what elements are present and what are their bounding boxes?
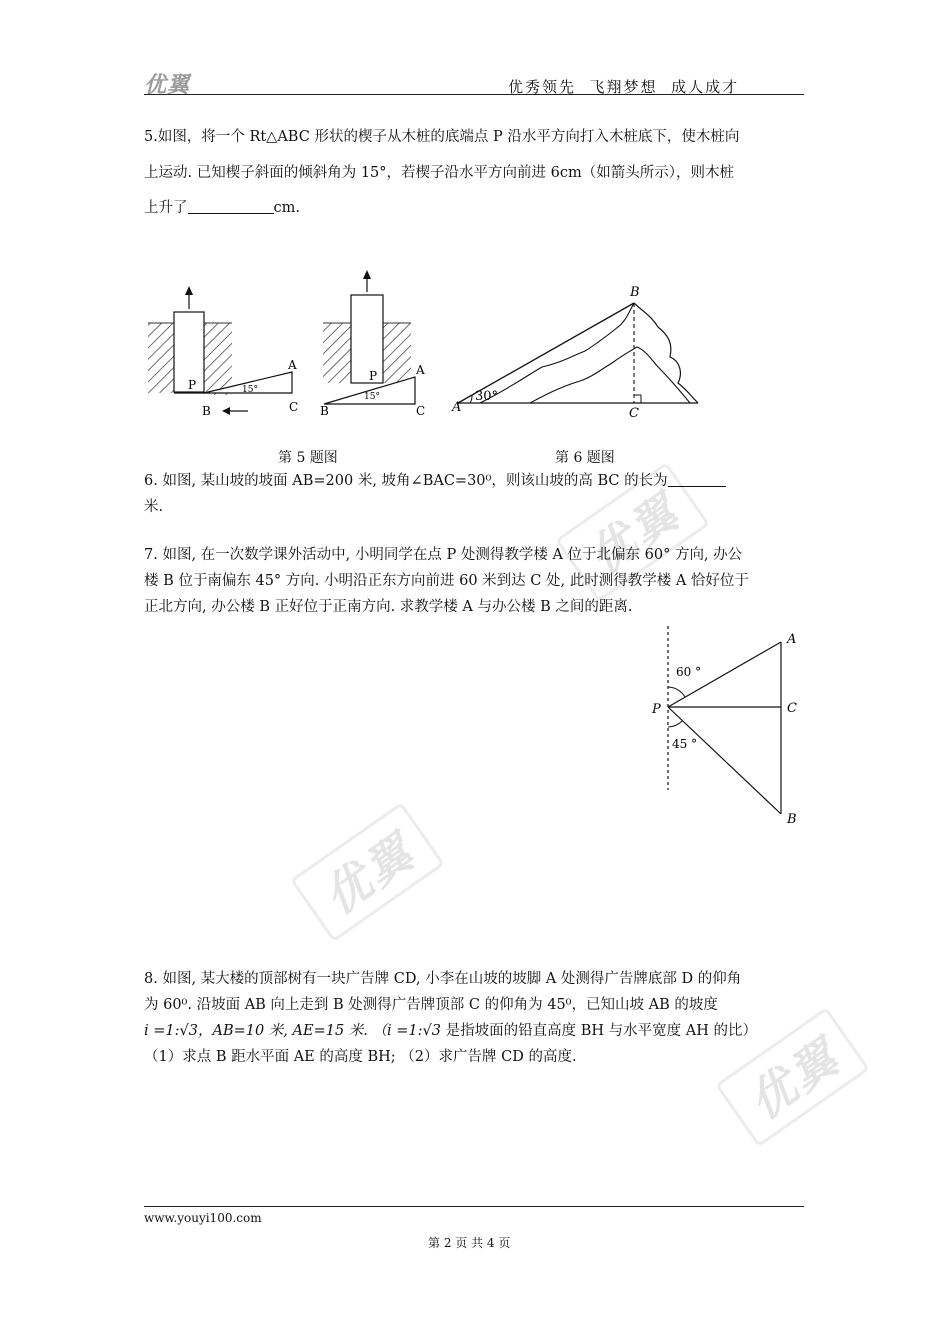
watermark: 优翼 — [290, 802, 445, 942]
caption-figure-6: 第 6 题图 — [555, 450, 615, 466]
q7-line-1: 7. 如图, 在一次数学课外活动中, 小明同学在点 P 处测得教学楼 A 位于北偏东 60° 方向, 办公 — [144, 547, 743, 563]
q5-line-2: 上运动. 已知楔子斜面的倾斜角为 15°，若楔子沿水平方向前进 6cm（如箭头所示），则木桩 — [144, 164, 734, 181]
question-8 — [144, 966, 808, 1070]
angle-label: 30° — [475, 389, 499, 404]
watermark: 优翼 — [555, 462, 710, 602]
label-b: B — [320, 404, 329, 418]
q8-note: 是指坡面的铅直高度 BH 与水平宽度 AH 的比） — [441, 1023, 757, 1039]
label-c: C — [416, 404, 426, 418]
q5-line-3 — [144, 191, 808, 227]
q8-line-3 — [144, 1018, 808, 1044]
q8-slope-note: i =1:√3 — [387, 1023, 441, 1039]
label-b: B — [202, 404, 211, 418]
question-5 — [144, 120, 808, 227]
figures-5-6 — [140, 265, 710, 425]
question-6 — [144, 468, 808, 520]
label-c: C — [629, 406, 639, 421]
label-a: A — [787, 632, 797, 647]
q6-line-2: 米. — [144, 499, 164, 515]
angle-label: 15° — [364, 392, 380, 402]
q5-line-1: 5.如图，将一个 Rt△ABC 形状的楔子从木桩的底端点 P 沿水平方向打入木桩底下，使木桩向 — [144, 129, 740, 145]
label-c: C — [787, 701, 797, 716]
label-p: P — [652, 702, 661, 717]
figure-6 — [451, 285, 698, 421]
q8-line-4: （1）求点 B 距水平面 AE 的高度 BH; （2）求广告牌 CD 的高度. — [144, 1049, 577, 1065]
footer-url[interactable]: www.youyi100.com — [144, 1211, 262, 1225]
page-number: 第 2 页 共 4 页 — [428, 1236, 511, 1250]
q6-text: 6. 如图, 某山坡的坡面 AB=200 米, 坡角∠BAC=30⁰，则该山坡的高 BC 的长为 — [144, 473, 668, 489]
q6-line-1 — [144, 468, 808, 494]
figure-5-right — [320, 270, 425, 418]
q8-line-2: 为 60⁰. 沿坡面 AB 向上走到 B 处测得广告牌顶部 C 的仰角为 45⁰，已知山坡 AB 的坡度 — [144, 997, 718, 1013]
label-a: A — [452, 400, 462, 415]
label-a: A — [416, 363, 425, 377]
label-p: P — [369, 369, 378, 383]
answer-blank — [668, 470, 726, 487]
q7-line-2: 楼 B 位于南偏东 45° 方向. 小明沿正东方向前进 60 米到达 C 处, 此时测得教学楼 A 恰好位于 — [144, 573, 749, 589]
angle-label: 15° — [242, 385, 258, 395]
q8-slope: i =1:√3，AB=10 米, AE=15 米. （ — [144, 1023, 388, 1039]
angle-south-label: 45 ° — [672, 737, 698, 751]
label-a: A — [288, 358, 297, 372]
q7-line-3: 正北方向, 办公楼 B 正好位于正南方向. 求教学楼 A 与办公楼 B 之间的距离. — [144, 599, 633, 615]
header-rule — [144, 94, 804, 95]
label-p: P — [188, 378, 197, 392]
label-b: B — [787, 812, 797, 827]
label-b: B — [630, 285, 640, 300]
q8-line-1: 8. 如图, 某大楼的顶部树有一块广告牌 CD, 小李在山坡的坡脚 A 处测得广告牌底部 D 的仰角 — [144, 971, 742, 987]
angle-north-label: 60 ° — [676, 665, 702, 679]
header-logo: 优翼 — [144, 73, 191, 98]
question-7 — [144, 542, 808, 620]
answer-blank — [188, 197, 274, 214]
figure-7 — [640, 620, 810, 830]
figure-5-left — [148, 286, 298, 418]
footer-rule — [144, 1206, 804, 1207]
q5-line-3-after: cm. — [273, 200, 300, 216]
watermark: 优翼 — [715, 1007, 870, 1147]
label-c: C — [289, 400, 299, 414]
q5-line-3-before: 上升了 — [144, 200, 188, 216]
caption-figure-5: 第 5 题图 — [278, 450, 338, 466]
header-slogan: 优秀领先 飞翔梦想 成人成才 — [508, 78, 740, 96]
